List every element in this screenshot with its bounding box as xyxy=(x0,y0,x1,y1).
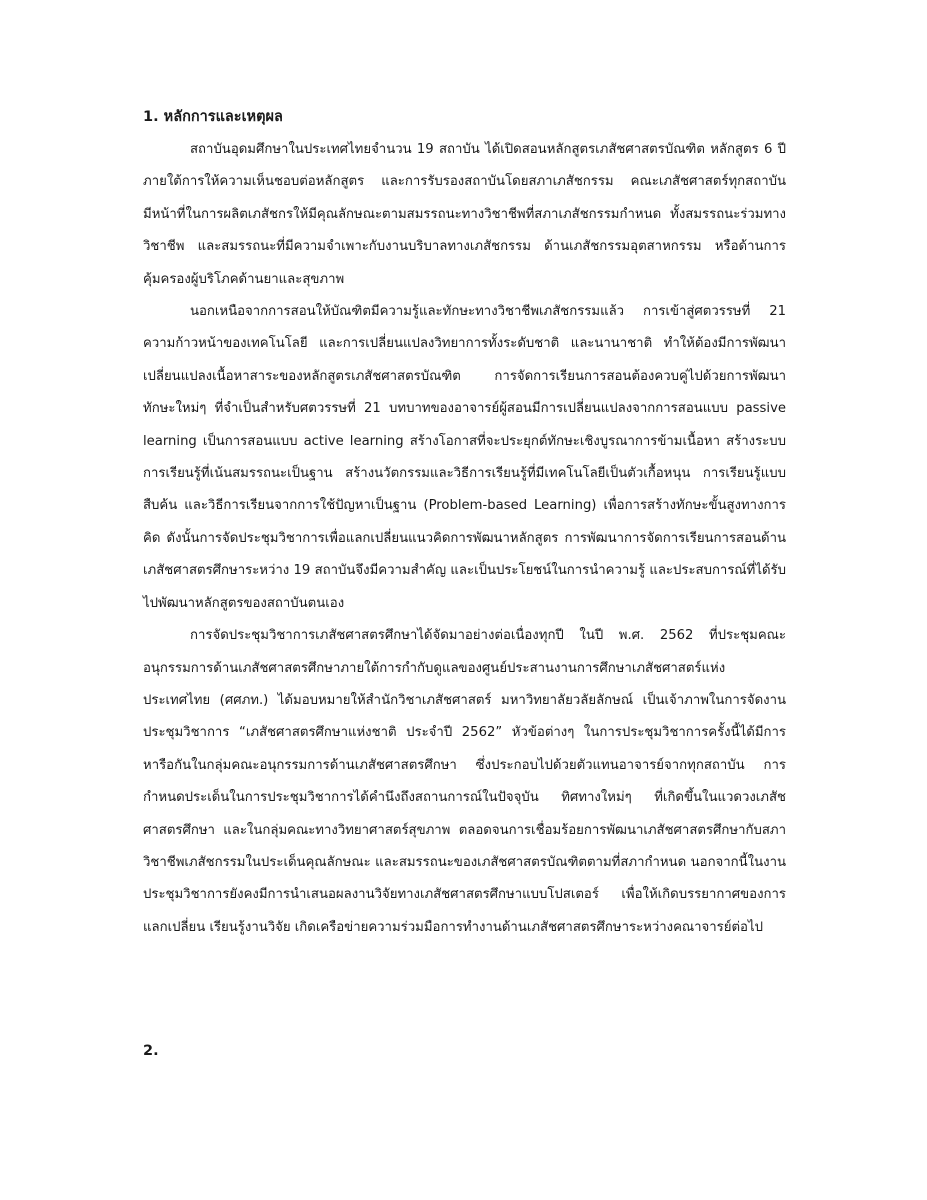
section-2-heading: 2. xyxy=(143,1043,159,1059)
paragraph-1-text: สถาบันอุดมศึกษาในประเทศไทยจำนวน 19 สถาบัน ได้เปิดสอนหลักสูตรเภสัชศาสตรบัณฑิต หลักสูตร 6 ปี ภายใต้การให้ความเห็นชอบต่อหลักสูตร และการรับรองสถาบันโดยสภาเภสัชกรรม คณะเภสัชศาสตร์ทุกสถาบันมีหน้าที่ในการผลิตเภสัชกรให้มีคุณลักษณะตามสมรรถนะทางวิชาชีพที่สภาเภสัชกรรมกำหนด ทั้งสมรรถนะร่วมทางวิชาชีพ และสมรรถนะที่มีความจำเพาะกับงานบริบาลทางเภสัชกรรม ด้านเภสัชกรรมอุตสาหกรรม หรือด้านการคุ้มครองผู้บริโภคด้านยาและสุขภาพ xyxy=(143,142,786,287)
paragraph-3-text: การจัดประชุมวิชาการเภสัชศาสตรศึกษาได้จัดมาอย่างต่อเนื่องทุกปี ในปี พ.ศ. 2562 ที่ประชุมคณะอนุกรรมการด้านเภสัชศาสตรศึกษาภายใต้การกำกับดูแลของศูนย์ประสานงานการศึกษาเภสัชศาสตร์แห่งประเทศไทย (ศศภท.) ได้มอบหมายให้สำนักวิชาเภสัชศาสตร์ มหาวิทยาลัยวลัยลักษณ์ เป็นเจ้าภาพในการจัดงานประชุมวิชาการ “เภสัชศาสตรศึกษาแห่งชาติ ประจำปี 2562” หัวข้อต่างๆ ในการประชุมวิชาการครั้งนี้ได้มีการหารือกันในกลุ่มคณะอนุกรรมการด้านเภสัชศาสตรศึกษา ซึ่งประกอบไปด้วยตัวแทนอาจารย์จากทุกสถาบัน การกำหนดประเด็นในการประชุมวิชาการได้คำนึงถึงสถานการณ์ในปัจจุบัน ทิศทางใหม่ๆ ที่เกิดขึ้นในแวดวงเภสัชศาสตรศึกษา และในกลุ่มคณะทางวิทยาศาสตร์สุขภาพ ตลอดจนการเชื่อมร้อยการพัฒนาเภสัชศาสตรศึกษากับสภาวิชาชีพเภสัชกรรมในประเด็นคุณลักษณะ และสมรรถนะของเภสัชศาสตรบัณฑิตตามที่สภากำหนด นอกจากนี้ในงานประชุมวิชาการยังคงมีการนำเสนอผลงานวิจัยทางเภสัชศาสตรศึกษาแบบโปสเตอร์ เพื่อให้เกิดบรรยากาศของการแลกเปลี่ยน เรียนรู้งานวิจัย เกิดเครือข่ายความร่วมมือการทำงานด้านเภสัชศาสตรศึกษาระหว่างคณาจารย์ต่อไป xyxy=(143,628,786,935)
paragraph-2-text: นอกเหนือจากการสอนให้บัณฑิตมีความรู้และทักษะทางวิชาชีพเภสัชกรรมแล้ว การเข้าสู่ศตวรรษที่ 21 ความก้าวหน้าของเทคโนโลยี และการเปลี่ยนแปลงวิทยาการทั้งระดับชาติ และนานาชาติ ทำให้ต้องมีการพัฒนาเปลี่ยนแปลงเนื้อหาสาระของหลักสูตรเภสัชศาสตรบัณฑิต การจัดการเรียนการสอนต้องควบคู่ไปด้วยการพัฒนาทักษะใหม่ๆ ที่จำเป็นสำหรับศตวรรษที่ 21 บทบาทของอาจารย์ผู้สอนมีการเปลี่ยนแปลงจากการสอนแบบ passive learning เป็นการสอนแบบ active learning สร้างโอกาสที่จะประยุกต์ทักษะเชิงบูรณาการข้ามเนื้อหา สร้างระบบการเรียนรู้ที่เน้นสมรรถนะเป็นฐาน สร้างนวัตกรรมและวิธีการเรียนรู้ที่มีเทคโนโลยีเป็นตัวเกื้อหนุน การเรียนรู้แบบสืบค้น และวิธีการเรียนจากการใช้ปัญหาเป็นฐาน (Problem-based Learning) เพื่อการสร้างทักษะขั้นสูงทางการคิด ดังนั้นการจัดประชุมวิชาการเพื่อแลกเปลี่ยนแนวคิดการพัฒนาหลักสูตร การพัฒนาการจัดการเรียนการสอนด้านเภสัชศาสตรศึกษาระหว่าง 19 สถาบันจึงมีความสำคัญ และเป็นประโยชน์ในการนำความรู้ และประสบการณ์ที่ได้รับ ไปพัฒนาหลักสูตรของสถาบันตนเอง xyxy=(143,304,786,611)
paragraph-1 xyxy=(143,134,786,296)
section-1 xyxy=(143,104,786,944)
section-1-heading: 1. หลักการและเหตุผล xyxy=(143,109,283,125)
paragraph-3 xyxy=(143,620,786,944)
paragraph-2 xyxy=(143,296,786,620)
